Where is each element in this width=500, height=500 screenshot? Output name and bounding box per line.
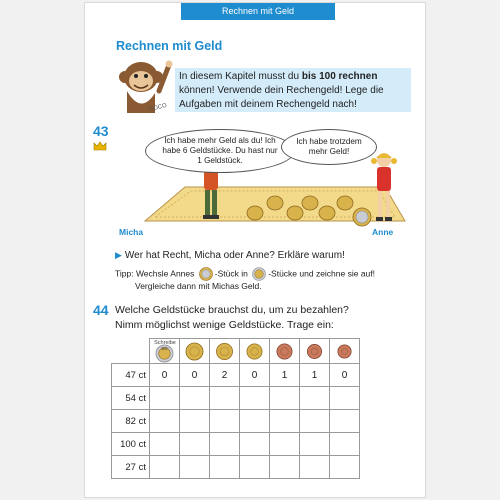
intro-box — [175, 68, 411, 112]
coin-count-cell[interactable] — [150, 387, 180, 410]
coin-header-2-cent — [300, 339, 330, 364]
coin-count-cell[interactable] — [270, 387, 300, 410]
coin-header-1-euro — [150, 339, 180, 364]
coin-count-cell[interactable] — [240, 456, 270, 479]
question-43 — [115, 250, 345, 261]
coin-header-row — [112, 339, 360, 364]
50-cent-coin-icon — [185, 342, 204, 361]
coin-count-cell[interactable] — [150, 456, 180, 479]
coin-count-cell[interactable] — [330, 433, 360, 456]
speech-bubble-anne: Ich habe trotzdem mehr Geld! — [281, 129, 377, 165]
intro-text-bold: bis 100 rechnen — [301, 71, 378, 82]
coin-count-cell[interactable] — [210, 410, 240, 433]
5-cent-coin-icon — [275, 342, 294, 361]
coin-count-cell[interactable]: 1 — [270, 364, 300, 387]
20-cent-coin-icon — [215, 342, 234, 361]
coin-count-cell[interactable] — [180, 410, 210, 433]
table-row — [112, 410, 360, 433]
question-43-text: Wer hat Recht, Micha oder Anne? Erkläre warum! — [124, 250, 345, 261]
task44-instructions — [115, 303, 349, 333]
amount-cell: 82 ct — [112, 410, 150, 433]
tip-prefix: Tipp: Wechsle Annes — [115, 268, 195, 279]
coin-count-cell[interactable]: 1 — [300, 364, 330, 387]
coin-count-cell[interactable] — [300, 387, 330, 410]
corner-cell — [112, 339, 150, 364]
coin-count-cell[interactable] — [270, 410, 300, 433]
coin-count-cell[interactable] — [180, 456, 210, 479]
coin-count-cell[interactable] — [300, 410, 330, 433]
table-row — [112, 387, 360, 410]
2-euro-coin-icon — [199, 267, 213, 281]
coin-header-50-cent — [180, 339, 210, 364]
coin-header-1-cent — [330, 339, 360, 364]
1-cent-coin-icon — [335, 342, 354, 361]
1-euro-coin-icon — [252, 267, 266, 281]
coin-count-cell[interactable] — [210, 387, 240, 410]
10-cent-coin-icon — [245, 342, 264, 361]
coin-table-body — [112, 364, 360, 479]
amount-cell: 27 ct — [112, 456, 150, 479]
coin-count-cell[interactable] — [270, 433, 300, 456]
coin-count-cell[interactable] — [300, 456, 330, 479]
tip-mid: -Stück in — [214, 268, 248, 279]
amount-cell: 100 ct — [112, 433, 150, 456]
table-row — [112, 433, 360, 456]
coin-count-cell[interactable] — [180, 387, 210, 410]
header-title: Rechnen mit Geld — [181, 3, 335, 20]
amount-cell: 47 ct — [112, 364, 150, 387]
table-row — [112, 456, 360, 479]
intro-text-part2: können! Verwende dein Rechengeld! Lege die Aufgaben mit deinem Rechengeld nach! — [179, 85, 384, 110]
amount-cell: 54 ct — [112, 387, 150, 410]
coin-count-cell[interactable] — [180, 433, 210, 456]
coin-count-cell[interactable] — [270, 456, 300, 479]
arrow-bullet-icon: ▶ — [115, 250, 122, 260]
tip-suffix: -Stücke und zeichne sie auf! — [268, 268, 376, 279]
coin-count-cell[interactable] — [210, 456, 240, 479]
coin-count-cell[interactable] — [330, 410, 360, 433]
tip-line2: Vergleiche dann mit Michas Geld. — [135, 281, 262, 291]
coin-table — [111, 338, 360, 479]
coin-count-cell[interactable] — [150, 410, 180, 433]
coin-count-cell[interactable] — [240, 433, 270, 456]
coin-count-cell[interactable] — [150, 433, 180, 456]
monkey-mascot-icon — [115, 55, 177, 115]
coin-count-cell[interactable] — [330, 456, 360, 479]
coin-count-cell[interactable] — [210, 433, 240, 456]
intro-text-part1: In diesem Kapitel musst du — [179, 71, 302, 82]
coin-count-cell[interactable] — [240, 387, 270, 410]
coin-count-cell[interactable] — [330, 387, 360, 410]
coin-count-cell[interactable]: 2 — [210, 364, 240, 387]
coin-header-5-cent — [270, 339, 300, 364]
task-number-44: 44 — [93, 302, 109, 318]
mascot-shirt-text: COCO — [148, 102, 168, 114]
task44-line1: Welche Geldstücke brauchst du, um zu bezahlen? — [115, 304, 349, 316]
coin-count-cell[interactable] — [300, 433, 330, 456]
workbook-page — [84, 2, 426, 498]
example-hint: Schreibe so: — [154, 340, 176, 352]
coin-count-cell[interactable]: 0 — [240, 364, 270, 387]
tip-43 — [115, 267, 395, 292]
section-title: Rechnen mit Geld — [116, 39, 223, 53]
coin-count-cell[interactable]: 0 — [150, 364, 180, 387]
anne-illustration — [369, 151, 399, 227]
coin-count-cell[interactable]: 0 — [330, 364, 360, 387]
coin-header-20-cent — [210, 339, 240, 364]
coin-count-cell[interactable]: 0 — [180, 364, 210, 387]
coin-header-10-cent — [240, 339, 270, 364]
anne-coin-icon — [352, 207, 372, 227]
coin-count-cell[interactable] — [240, 410, 270, 433]
table-row — [112, 364, 360, 387]
name-label-micha: Micha — [119, 227, 144, 237]
task44-line2: Nimm möglichst wenige Geldstücke. Trage ein: — [115, 319, 334, 331]
name-label-anne: Anne — [372, 227, 394, 237]
task-number-43: 43 — [93, 123, 109, 139]
2-cent-coin-icon — [305, 342, 324, 361]
speech-bubble-micha: Ich habe mehr Geld als du! Ich habe 6 Geldstücke. Du hast nur 1 Geldstück. — [145, 129, 295, 173]
